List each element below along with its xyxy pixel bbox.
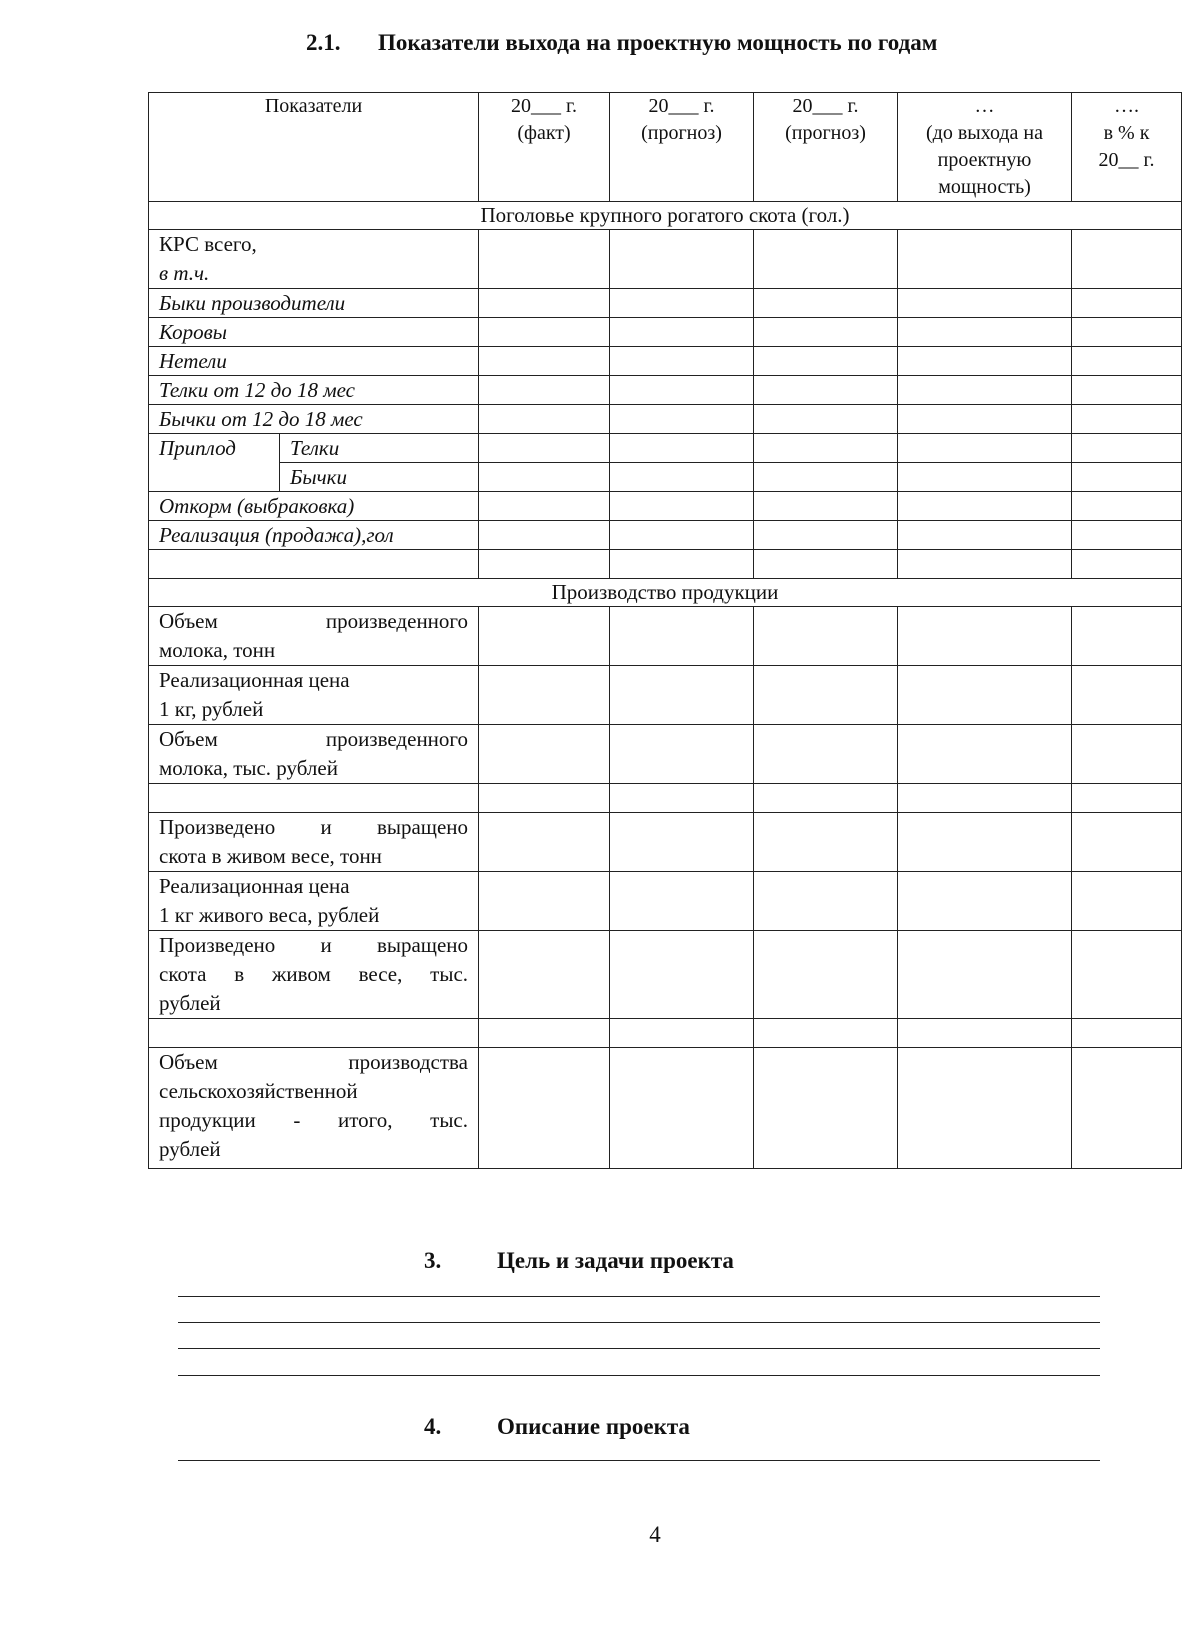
cell [754, 872, 898, 931]
fill-line [178, 1348, 1100, 1349]
cell [149, 1019, 479, 1048]
table-row [149, 289, 1182, 318]
cell [754, 434, 898, 463]
cell [479, 931, 610, 1019]
cell [898, 521, 1072, 550]
cell [1072, 550, 1182, 579]
cell [898, 289, 1072, 318]
cell [610, 1048, 754, 1169]
cell [479, 725, 610, 784]
table-row [149, 230, 1182, 289]
cell [1072, 347, 1182, 376]
fill-line [178, 1460, 1100, 1461]
cell [479, 1048, 610, 1169]
row-label: Коровы [149, 318, 479, 347]
fill-line [178, 1375, 1100, 1376]
table-row [149, 931, 1182, 1019]
row-label: Телки от 12 до 18 мес [149, 376, 479, 405]
cell [1072, 463, 1182, 492]
cell [610, 347, 754, 376]
cell [754, 463, 898, 492]
cell [754, 607, 898, 666]
cell [479, 521, 610, 550]
section-label: Производство продукции [149, 579, 1182, 607]
cell [1072, 376, 1182, 405]
row-label: Объем производства сельскохозяйственной продукции - итого, тыс. рублей [149, 1048, 479, 1169]
cell [754, 318, 898, 347]
cell [610, 813, 754, 872]
row-label: Объем произведенного молока, тыс. рублей [149, 725, 479, 784]
cell [479, 289, 610, 318]
row-sublabel: Бычки [280, 463, 479, 492]
row-label: Реализационная цена 1 кг, рублей [149, 666, 479, 725]
cell [610, 521, 754, 550]
table-row [149, 813, 1182, 872]
cell [898, 318, 1072, 347]
cell [898, 607, 1072, 666]
cell [754, 492, 898, 521]
cell [1072, 931, 1182, 1019]
cell [898, 725, 1072, 784]
cell [610, 376, 754, 405]
section-number: 3. [424, 1248, 442, 1273]
header-year-forecast-1: 20___ г. (прогноз) [610, 93, 754, 202]
cell [754, 550, 898, 579]
cell [898, 872, 1072, 931]
row-label: Откорм (выбраковка) [149, 492, 479, 521]
table-row [149, 492, 1182, 521]
capacity-indicators-table [148, 92, 1182, 1169]
cell [754, 405, 898, 434]
cell [479, 784, 610, 813]
cell [479, 550, 610, 579]
row-label: Произведено и выращено скота в живом весе, тыс. рублей [149, 931, 479, 1019]
section-row-livestock [149, 202, 1182, 230]
cell [1072, 492, 1182, 521]
row-label-offspring: Приплод [149, 434, 280, 492]
cell [754, 725, 898, 784]
header-year-forecast-2: 20___ г. (прогноз) [754, 93, 898, 202]
header-indicators: Показатели [149, 93, 479, 202]
row-label: Быки производители [149, 289, 479, 318]
cell [149, 550, 479, 579]
section-number: 2.1. [306, 30, 341, 55]
cell [479, 813, 610, 872]
table-row [149, 463, 1182, 492]
cell [754, 1048, 898, 1169]
cell [610, 230, 754, 289]
cell [898, 434, 1072, 463]
cell [610, 550, 754, 579]
cell [610, 784, 754, 813]
row-label: Нетели [149, 347, 479, 376]
cell [754, 347, 898, 376]
cell [610, 607, 754, 666]
table-row [149, 1048, 1182, 1169]
cell [610, 289, 754, 318]
fill-line [178, 1296, 1100, 1297]
cell [898, 931, 1072, 1019]
cell [1072, 1019, 1182, 1048]
cell [754, 931, 898, 1019]
cell [898, 550, 1072, 579]
cell [754, 784, 898, 813]
table-row [149, 666, 1182, 725]
cell [610, 405, 754, 434]
cell [754, 1019, 898, 1048]
cell [479, 405, 610, 434]
cell [1072, 784, 1182, 813]
cell [479, 1019, 610, 1048]
row-label: КРС всего, в т.ч. [149, 230, 479, 289]
cell [479, 607, 610, 666]
row-label: Объем произведенного молока, тонн [149, 607, 479, 666]
page-number: 4 [649, 1522, 661, 1547]
cell [610, 872, 754, 931]
section-2-1-heading [306, 30, 937, 56]
cell [1072, 289, 1182, 318]
cell [479, 347, 610, 376]
cell [610, 492, 754, 521]
cell [479, 872, 610, 931]
cell [1072, 813, 1182, 872]
cell [898, 1048, 1072, 1169]
cell [479, 492, 610, 521]
fill-line [178, 1322, 1100, 1323]
table-row [149, 347, 1182, 376]
cell [149, 784, 479, 813]
cell [898, 405, 1072, 434]
cell [610, 931, 754, 1019]
row-label: Бычки от 12 до 18 мес [149, 405, 479, 434]
table-row [149, 521, 1182, 550]
cell [898, 230, 1072, 289]
cell [1072, 666, 1182, 725]
cell [610, 666, 754, 725]
table-row [149, 725, 1182, 784]
cell [898, 347, 1072, 376]
cell [1072, 872, 1182, 931]
cell [479, 230, 610, 289]
cell [1072, 607, 1182, 666]
table-row [149, 318, 1182, 347]
cell [610, 434, 754, 463]
cell [898, 813, 1072, 872]
row-label: Реализационная цена 1 кг живого веса, рублей [149, 872, 479, 931]
section-label: Поголовье крупного рогатого скота (гол.) [149, 202, 1182, 230]
table-row [149, 872, 1182, 931]
cell [610, 1019, 754, 1048]
cell [1072, 521, 1182, 550]
table-header-row [149, 93, 1182, 202]
cell [1072, 405, 1182, 434]
header-year-fact: 20___ г. (факт) [479, 93, 610, 202]
row-label: Реализация (продажа),гол [149, 521, 479, 550]
cell [754, 521, 898, 550]
cell [1072, 1048, 1182, 1169]
cell [610, 725, 754, 784]
cell [610, 463, 754, 492]
section-4-heading [424, 1414, 690, 1440]
cell [1072, 230, 1182, 289]
cell [898, 376, 1072, 405]
cell [898, 492, 1072, 521]
cell [754, 289, 898, 318]
cell [754, 666, 898, 725]
cell [1072, 434, 1182, 463]
cell [898, 666, 1072, 725]
table-row [149, 434, 1182, 463]
cell [1072, 725, 1182, 784]
section-title: Описание проекта [497, 1414, 690, 1439]
header-until-capacity: … (до выхода на проектную мощность) [898, 93, 1072, 202]
cell [610, 318, 754, 347]
section-title: Показатели выхода на проектную мощность по годам [378, 30, 938, 55]
cell [479, 318, 610, 347]
table-row [149, 376, 1182, 405]
section-3-heading [424, 1248, 734, 1274]
section-number: 4. [424, 1414, 442, 1439]
table-row-blank [149, 784, 1182, 813]
cell [479, 463, 610, 492]
cell [479, 434, 610, 463]
table-row-blank [149, 1019, 1182, 1048]
cell [479, 666, 610, 725]
table-row [149, 607, 1182, 666]
row-sublabel: Телки [280, 434, 479, 463]
table-row-blank [149, 550, 1182, 579]
cell [479, 376, 610, 405]
cell [754, 376, 898, 405]
section-title: Цель и задачи проекта [497, 1248, 734, 1273]
cell [898, 1019, 1072, 1048]
table-row [149, 405, 1182, 434]
cell [898, 784, 1072, 813]
cell [1072, 318, 1182, 347]
section-row-production [149, 579, 1182, 607]
header-percent: …. в % к 20__ г. [1072, 93, 1182, 202]
row-label: Произведено и выращено скота в живом весе, тонн [149, 813, 479, 872]
cell [754, 813, 898, 872]
cell [754, 230, 898, 289]
cell [898, 463, 1072, 492]
